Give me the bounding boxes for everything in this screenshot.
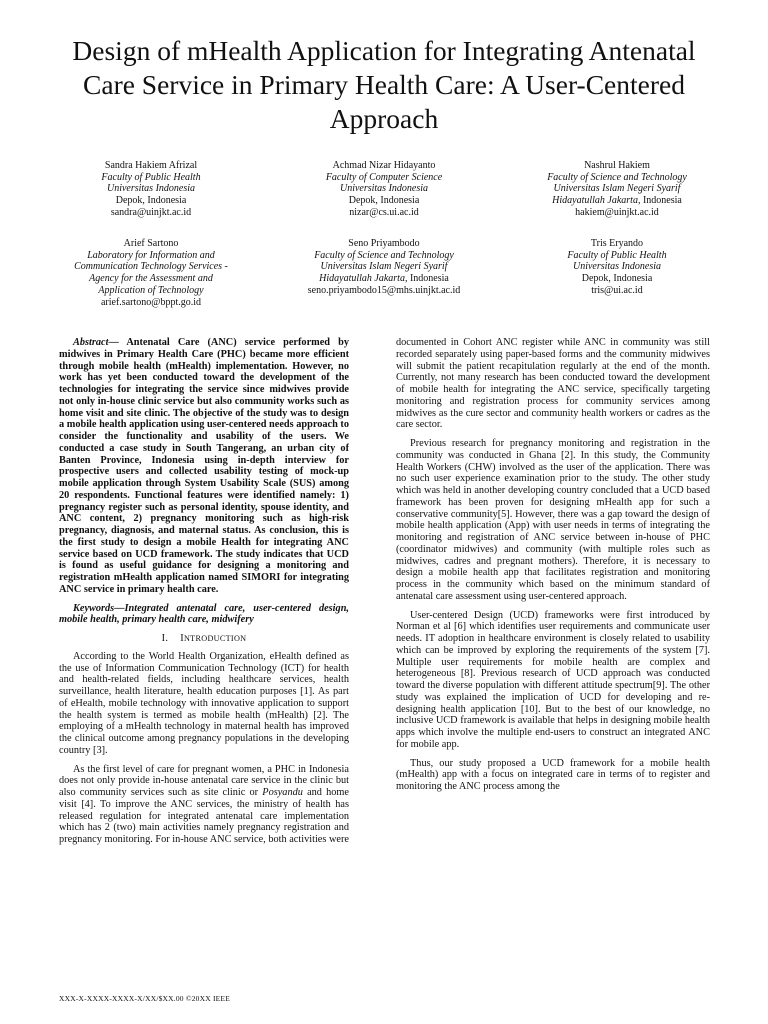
intro-paragraph-1: According to the World Health Organization, eHealth defined as the use of Information Communication Technology (ICT) for health and health-related fields, including healthcare services, health surveillance, health literature, health education purposes [1]. As part of eHealth, mobile technology with innovative application to support the health system is termed as mobile health (mHealth) [2]. The employing of a mHealth technology in maternal health has improved the clinical outcome among pregnancy populations in the developing country [3]. [59,650,349,756]
author-affiliation: Faculty of Public Health [567,249,667,261]
author-affiliation: Faculty of Science and Technology [314,249,454,261]
author-email: sandra@uinjkt.ac.id [110,206,192,218]
intro-paragraph-2: As the first level of care for pregnant women, a PHC in Indonesia does not only provide in-house antenatal care service in the clinic but also community services such as site clinic or Posyandu and home visit [4]. To improve the ANC services, the ministry of health has released regulation for integrated antenatal care implementation which has 2 (two) main activities namely pregnancy registration and pregnancy monitoring. For in-house ANC service, both activities were [59,763,349,845]
author-affiliation: Faculty of Computer Science [325,171,443,183]
intro-paragraph-4: Previous research for pregnancy monitoring and registration in the community was conducted in Ghana [2]. In this study, the Community Health Workers (CHW) involved as the user of the application. There was no such user experience examination prior to the study. The other study which was held in another developing country concluded that a UCD based framework has been proven for designing mHealth app for such a conservative community[5]. However, there was a gap toward the design of mobile health application (App) with user needs in terms of integrating the monitoring and registration of ANC service between in-house of PHC (coordinator midwives) and community (with multiple roles such as midwives, cadres and pregnant mothers). Therefore, it is necessary to design a mobile health app that facilitates registration and monitoring process in the community which based on the minimum standard of antenatal care assessment using user-centered approach. [396,438,710,602]
author-4 [31,238,271,308]
author-email: seno.priyambodo15@mhs.uinjkt.ac.id [307,284,461,296]
author-name: Seno Priyambodo [348,238,420,249]
author-affiliation-line: Application of Technology [98,284,204,296]
author-5 [264,238,504,297]
author-institution: Universitas Indonesia [106,183,196,195]
author-name: Tris Eryando [590,238,644,249]
author-email: arief.sartono@bppt.go.id [100,296,202,308]
author-institution: Universitas Indonesia [572,261,662,273]
author-location: Depok, Indonesia [115,195,187,207]
right-column [396,337,710,977]
intro-paragraph-6: Thus, our study proposed a UCD framework for a mobile health (mHealth) app with a focus on integrated care in terms of to register and monitoring the ANC process among the [396,757,710,792]
copyright-footer: XXX-X-XXXX-XXXX-X/XX/$XX.00 ©20XX IEEE [59,994,230,1003]
author-name: Achmad Nizar Hidayanto [332,160,436,171]
author-affiliation: Faculty of Public Health [101,171,201,183]
author-email: nizar@cs.ui.ac.id [349,206,419,218]
author-6 [497,238,737,297]
intro-paragraph-3: documented in Cohort ANC register while ANC in community was still recorded separately using paper-based forms and the community midwives will submit the patient recapitulation regularly at the end of the month. Currently, not many research has been conducted toward the development of mobile health for integrating the ANC service, specifically targeting monitoring and registration process for community services among midwives as the cure sector and community health workers or cadres as the care sector. [396,337,710,431]
author-affiliation-line: Laboratory for Information and [87,249,215,261]
author-name: Arief Sartono [123,238,179,249]
abstract: Abstract— Antenatal Care (ANC) service performed by midwives in Primary Health Care (PHC) became more efficient through mobile health (mHealth) implementation. However, no work has yet been conducted toward the development of the technologies for integrating the service since midwives provide not only in-house clinic service but also community works such as home visit and site clinic. The objective of the study was to design a mobile health application using user-centered needs approach to consider the functionality and usability of the users. We conducted a case study in South Tangerang, an urban city of Banten Province, Indonesia using in-depth interview for prospective users and collected usability testing of mock-up mobile application through System Usability Scale (SUS) among 20 respondents. Functional features were identified namely: 1) pregnancy register such as personal identity, spouse identity, and ANC content, 2) pregnancy monitoring such as high-risk pregnancy, diagnosis, and maternal status. As conclusion, this is the first study to design a mobile Health for integrating ANC service based on UCD framework. The study indicates that UCD is found as useful guidance for designing a monitoring and registration mHealth application named SIMORI for integrating ANC service in primary health care. [59,337,349,595]
author-location: Hidayatullah Jakarta, Indonesia [552,195,682,207]
author-name: Sandra Hakiem Afrizal [104,160,198,171]
keywords: Keywords—Integrated antenatal care, user-centered design, mobile health, primary health care, midwifery [59,602,349,626]
author-institution: Universitas Indonesia [339,183,429,195]
author-affiliation-line: Communication Technology Services - [74,261,228,273]
author-3 [497,160,737,219]
author-location: Hidayatullah Jakarta, Indonesia [319,273,449,285]
author-institution: Universitas Islam Negeri Syarif [320,261,448,273]
author-2 [264,160,504,219]
author-affiliation-line: Agency for the Assessment and [89,273,213,285]
intro-paragraph-5: User-centered Design (UCD) frameworks were first introduced by Norman et al [6] which identifies user requirements and communicate user needs. IT adoption in healthcare environment is closely related to usability which can be improved by exploring the requirements of the system [7]. Multiple user requirements for mobile health are complex and heterogeneous [8]. Previous research of UCD approach was conducted toward the diverse population with different attitude spectrum[9]. The other study was explained the implication of UCD for developing and re-designing health application [10]. But to the best of our knowledge, no inclusive UCD framework is available that helps in designing mobile health apps which involve the multiple end-users to construct an integrated ANC for mobile app. [396,609,710,750]
author-affiliation: Faculty of Science and Technology [547,171,687,183]
left-column [59,337,349,977]
paper-title: Design of mHealth Application for Integrating Antenatal Care Service in Primary Health Care: A User-Centered Approach [72,35,696,134]
author-location: Depok, Indonesia [348,195,420,207]
author-location: Depok, Indonesia [581,273,653,285]
section-heading-introduction: I. INTRODUCTION [161,633,247,644]
author-1 [31,160,271,219]
author-institution: Universitas Islam Negeri Syarif [553,183,681,195]
author-email: hakiem@uinjkt.ac.id [575,206,659,218]
author-email: tris@ui.ac.id [591,284,643,296]
author-name: Nashrul Hakiem [584,160,650,171]
